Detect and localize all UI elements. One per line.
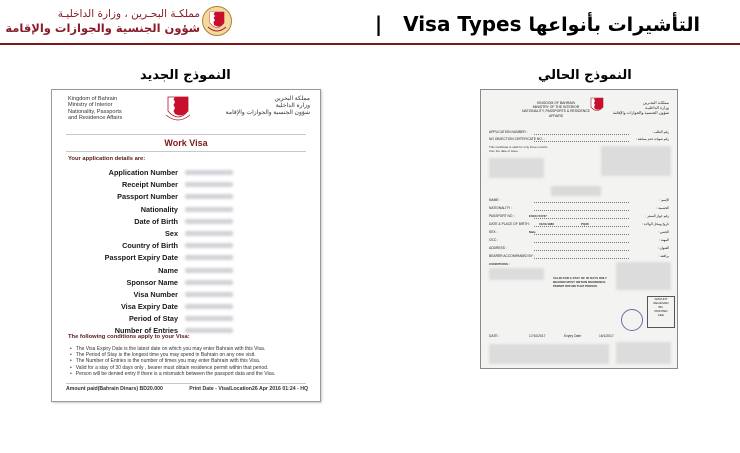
cv-row-label: ADDRESS : (489, 246, 507, 250)
redacted-field-value (185, 170, 233, 175)
org-name-line2: شؤون الجنسية والجوازات والإقامة (5, 21, 200, 35)
redacted-field-value (185, 231, 233, 236)
condition-item: • The Visa Expiry Date is the latest date on which you may enter Bahrain with this Visa. (70, 346, 275, 352)
cv-row-label: NAME : (489, 198, 501, 202)
field-label: Passport Number (117, 192, 178, 202)
cv-row (489, 137, 669, 143)
dotted-line (534, 242, 629, 243)
cv-row (489, 230, 669, 236)
org-name-line1: مملكـة البحـرين ، وزارة الداخليـة (57, 8, 200, 20)
amount-box-line: BD. (658, 305, 664, 309)
cv-row-label: SEX : (489, 230, 498, 234)
dotted-line (534, 210, 629, 211)
redacted-field-value (185, 182, 233, 187)
print-date: Print Date - Visa/Location26 Apr 2016 01:24 - HQ (189, 386, 308, 392)
dotted-line (534, 218, 629, 219)
header-divider (0, 43, 740, 45)
footer-arabic-blur (616, 342, 671, 364)
field-label: Number of Entries (114, 326, 178, 336)
field-label: Visa Expiry Date (120, 302, 178, 312)
redacted-field-value (185, 207, 233, 212)
field-row (52, 278, 320, 290)
field-label: Receipt Number (122, 180, 178, 190)
cv-row-label-ar: رقم الطلب : (651, 130, 669, 134)
field-label: Sponsor Name (126, 277, 178, 287)
cv-row-label-ar: تاريخ ومحل الولادة : (642, 222, 669, 226)
dotted-line (534, 234, 629, 235)
dotted-line (534, 250, 629, 251)
cv-row (489, 214, 669, 220)
field-row (52, 314, 320, 326)
field-label: Application Number (108, 168, 178, 177)
cv-row-label: DATE & PLACE OF BIRTH : (489, 222, 531, 226)
slide-title (375, 12, 700, 36)
org-ar-line: وزارة الداخلية (275, 103, 310, 109)
cv-row-label-ar: الجنس : (657, 230, 669, 234)
new-visa-org-ar (226, 96, 310, 117)
application-fields (52, 168, 320, 339)
redacted-field-value (185, 194, 233, 199)
org-en-line: MINISTRY OF THE INTERIOR (532, 105, 580, 110)
field-label: Date of Birth (134, 216, 178, 226)
cv-row (489, 130, 669, 136)
dotted-line (534, 134, 629, 135)
field-row (52, 266, 320, 278)
divider (66, 383, 306, 384)
field-label: Period of Stay (128, 314, 178, 324)
redacted-field-value (185, 328, 233, 333)
bahrain-emblem-icon (165, 95, 191, 123)
cv-row-label-ar: يرافقه : (658, 254, 669, 258)
dotted-line (534, 258, 629, 259)
cv-row-label-ar: الإسم : (659, 198, 669, 202)
amount-box-line: AMOUNT (654, 297, 668, 301)
cv-row-label-ar: المهنة : (659, 238, 669, 242)
org-ar-line: وزارة الداخليـة (645, 105, 669, 110)
current-visa-org-ar (613, 100, 669, 115)
amount-box-line: FEE (658, 313, 664, 317)
cv-row-label-ar: رقم شهادة عدم ممانعة : (635, 137, 669, 141)
cv-row (489, 198, 669, 204)
dotted-line (534, 141, 629, 142)
cv-row-label-ar: رقم جواز السفر : (645, 214, 669, 218)
english-paragraph-blur (489, 158, 544, 178)
field-row (52, 217, 320, 229)
field-label: Sex (165, 228, 178, 238)
redacted-field-value (185, 292, 233, 297)
new-visa-org-en (68, 96, 122, 122)
dotted-line (534, 226, 629, 227)
stamp-text-blur (551, 186, 601, 196)
amount-box (647, 296, 675, 328)
field-row (52, 192, 320, 204)
cv-row-label: PASSPORT NO. : (489, 214, 516, 218)
field-label: Name (158, 265, 178, 275)
field-row (52, 168, 320, 180)
new-visa-document (51, 89, 321, 402)
field-row (52, 253, 320, 265)
cv-field-value: PQ28 (581, 222, 589, 226)
slide-separator: | (374, 12, 383, 36)
redacted-field-value (185, 316, 233, 321)
cv-row-label: APPLICATION NUMBER : (489, 130, 528, 134)
condition-item: • Person will be denied entry if there is a mismatch between the passport data and the Visa. (70, 371, 275, 377)
redacted-field-value (185, 255, 233, 260)
cv-row-label: BEARER ACCOMPANIED BY : (489, 254, 535, 258)
current-visa-document (480, 89, 678, 369)
org-en-line: KINGDOM OF BAHRAIN (537, 101, 575, 105)
redacted-field-value (185, 219, 233, 224)
field-row (52, 205, 320, 217)
redacted-field-value (185, 243, 233, 248)
field-row (52, 229, 320, 241)
cv-row-label-ar: العنوان : (657, 246, 669, 250)
expiry-label: Expiry Date (564, 334, 582, 338)
redacted-field-value (185, 268, 233, 273)
conditions-label: CONDITIONS : (489, 262, 510, 266)
org-en-line: Nationality, Passports (68, 108, 122, 115)
divider (66, 151, 306, 152)
dotted-line (534, 202, 629, 203)
cv-row-label: OCC : (489, 238, 499, 242)
cv-row (489, 222, 669, 228)
org-en-line: and Residence Affairs (68, 115, 123, 122)
redacted-field-value (185, 280, 233, 285)
expiry-date: 16/1/2017 (599, 334, 614, 338)
current-visa-org-en (521, 101, 591, 118)
issued-date: 17/10/2017 (529, 334, 546, 338)
arabic-paragraph-blur (601, 146, 671, 176)
org-ar-line: مملكـة البحـرين (642, 100, 669, 105)
field-label: Country of Birth (122, 241, 178, 251)
cv-field-value: E0034 50737 (529, 214, 547, 218)
org-en-line: Kingdom of Bahrain (68, 96, 118, 102)
cv-field-value: 01/01/1986 (539, 222, 555, 226)
cv-field-value: Male (529, 230, 536, 234)
cv-row (489, 238, 669, 244)
issued-label: DATE : (489, 334, 500, 338)
footer-text-blur (489, 344, 609, 364)
amount-paid: Amount paid(Bahrain Dinars) BD20.000 (66, 386, 163, 392)
conditions-blur (489, 268, 544, 280)
cv-row (489, 246, 669, 252)
cv-row (489, 254, 669, 260)
official-stamp-icon (621, 309, 643, 331)
condition-item: • The Number of Entries is the number of times you may enter Bahrain with this Visa. (70, 358, 275, 364)
visa-title: Work Visa (164, 138, 208, 148)
slide-title-en: Visa Types (403, 12, 522, 36)
org-ar-line: شؤون الجنسية والجوازات والإقامة (225, 110, 310, 116)
validity-note: This certificate is valid for only three months from the date of issue. (489, 145, 548, 153)
application-intro: Your application details are: (68, 156, 146, 162)
cv-dates-row (489, 334, 669, 340)
conditions-list (70, 346, 275, 377)
org-ar-line: شؤون الجنسية والجوازات والإقامة (612, 110, 669, 115)
condition-item: • The Period of Stay is the longest time you may spend in Bahrain on any one visit. (70, 352, 275, 358)
amount-box-line: RECEIVED (653, 301, 669, 305)
field-label: Visa Number (133, 289, 178, 299)
condition-item: • Valid for a stay of 30 days only , bearer must obtain residence permit within that period. (70, 365, 275, 371)
org-ar-line: مملكة البحرين (274, 96, 310, 102)
field-row (52, 241, 320, 253)
cv-row-label: NO OBJECTION CERTIFICATE NO. : (489, 137, 545, 141)
org-name (5, 7, 200, 36)
bahrain-emblem-icon (202, 5, 232, 37)
caption-current-model: النموذج الحالي (538, 68, 632, 83)
cv-row-label: NATIONALITY : (489, 206, 513, 210)
slide-title-ar: التأشيرات بأنواعها (528, 14, 700, 36)
amount-box-line: PRINTED (654, 309, 668, 313)
cv-row-label-ar: الجنسية : (656, 206, 669, 210)
caption-new-model: النموذج الجديد (140, 68, 231, 83)
field-label: Passport Expiry Date (104, 253, 178, 263)
org-en-line: Ministry of Interior (68, 102, 113, 109)
field-row (52, 180, 320, 192)
redacted-field-value (185, 304, 233, 309)
divider (66, 134, 306, 135)
arabic-conditions-blur (616, 262, 671, 290)
bahrain-emblem-icon (589, 97, 605, 115)
org-en-line: NATIONALITY, PASSPORTS & RESIDENCE AFFAIRS (522, 109, 590, 118)
cv-row (489, 206, 669, 212)
conditions-title: The following conditions apply to your Visa: (68, 334, 190, 340)
valid-note: VALID FOR A STAY OF 30 DAYS ONLY BEARER MUST OBTAIN RESIDENCE PERMIT WITHIN THAT PERIOD. (553, 276, 607, 288)
field-label: Nationality (140, 204, 178, 214)
field-row (52, 302, 320, 314)
field-row (52, 290, 320, 302)
